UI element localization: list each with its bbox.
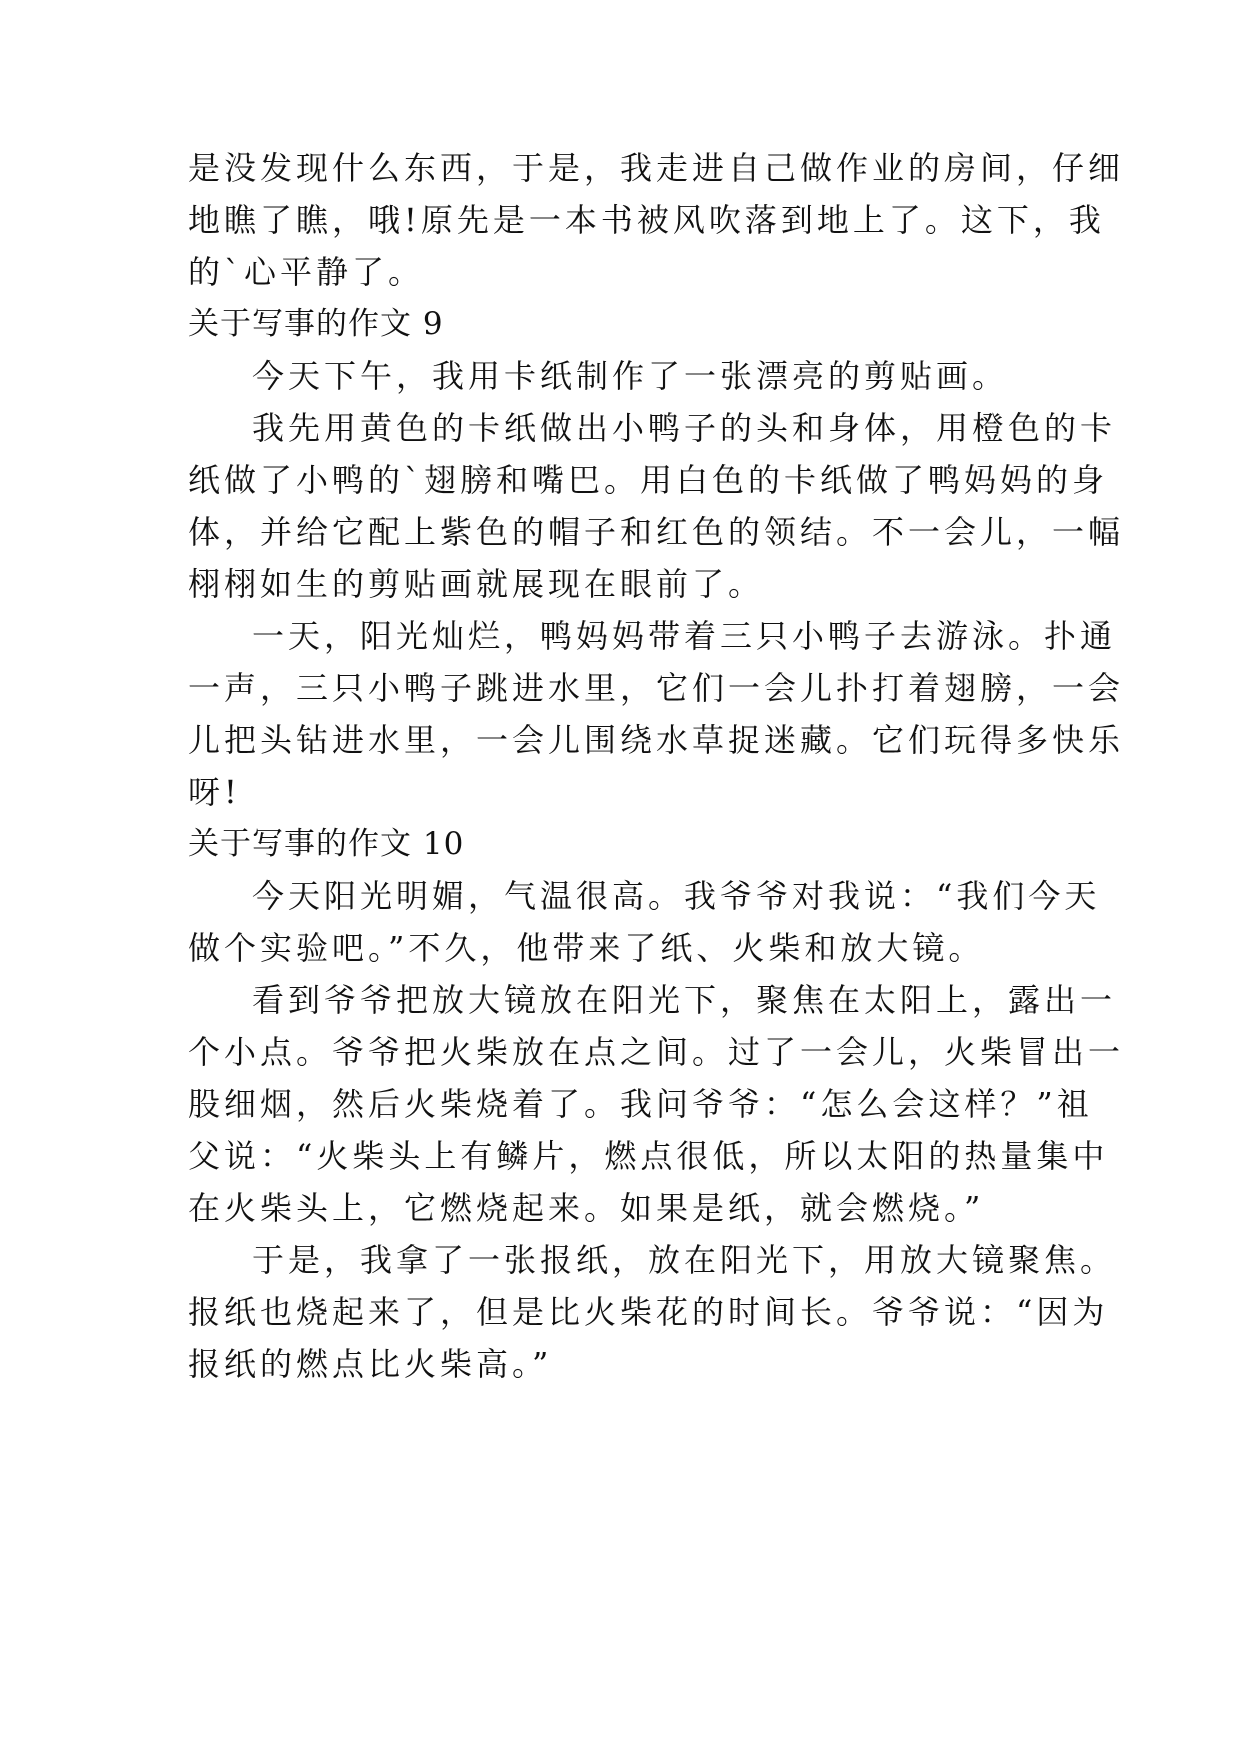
paragraph-line: 报纸的燃点比火柴高。”	[188, 1345, 553, 1383]
paragraph-line: 儿把头钻进水里，一会儿围绕水草捉迷藏。它们玩得多快乐	[188, 721, 1125, 759]
paragraph-line: 是没发现什么东西，于是，我走进自己做作业的房间，仔细	[188, 149, 1125, 187]
paragraph-line: 做个实验吧。”不久，他带来了纸、火柴和放大镜。	[188, 929, 985, 967]
paragraph-line: 体，并给它配上紫色的帽子和红色的领结。不一会儿，一幅	[188, 513, 1125, 551]
paragraph-line: 股细烟，然后火柴烧着了。我问爷爷：“怎么会这样？”祖	[188, 1085, 1093, 1123]
paragraph-line: 看到爷爷把放大镜放在阳光下，聚焦在太阳上，露出一	[252, 981, 1117, 1019]
section-heading: 关于写事的作文 9	[188, 306, 444, 342]
paragraph-line: 报纸也烧起来了，但是比火柴花的时间长。爷爷说：“因为	[188, 1293, 1109, 1331]
section-heading: 关于写事的作文 10	[188, 826, 465, 862]
paragraph-line: 呀!	[188, 773, 241, 811]
paragraph-line: 父说：“火柴头上有鳞片，燃点很低，所以太阳的热量集中	[188, 1137, 1109, 1175]
paragraph-line: 一天，阳光灿烂，鸭妈妈带着三只小鸭子去游泳。扑通	[252, 617, 1117, 655]
paragraph-line: 个小点。爷爷把火柴放在点之间。过了一会儿，火柴冒出一	[188, 1033, 1125, 1071]
paragraph-line: 我先用黄色的卡纸做出小鸭子的头和身体，用橙色的卡	[252, 409, 1117, 447]
paragraph-line: 今天阳光明媚，气温很高。我爷爷对我说：“我们今天	[252, 877, 1101, 915]
paragraph-line: 今天下午，我用卡纸制作了一张漂亮的剪贴画。	[252, 357, 1009, 395]
paragraph-line: 在火柴头上，它燃烧起来。如果是纸，就会燃烧。”	[188, 1189, 985, 1227]
paragraph-line: 的`心平静了。	[188, 253, 425, 291]
paragraph-line: 地瞧了瞧，哦!原先是一本书被风吹落到地上了。这下，我	[188, 201, 1105, 239]
paragraph-line: 纸做了小鸭的`翅膀和嘴巴。用白色的卡纸做了鸭妈妈的身	[188, 461, 1109, 499]
paragraph-line: 于是，我拿了一张报纸，放在阳光下，用放大镜聚焦。	[252, 1241, 1117, 1279]
paragraph-line: 一声，三只小鸭子跳进水里，它们一会儿扑打着翅膀，一会	[188, 669, 1125, 707]
paragraph-line: 栩栩如生的剪贴画就展现在眼前了。	[188, 565, 765, 603]
